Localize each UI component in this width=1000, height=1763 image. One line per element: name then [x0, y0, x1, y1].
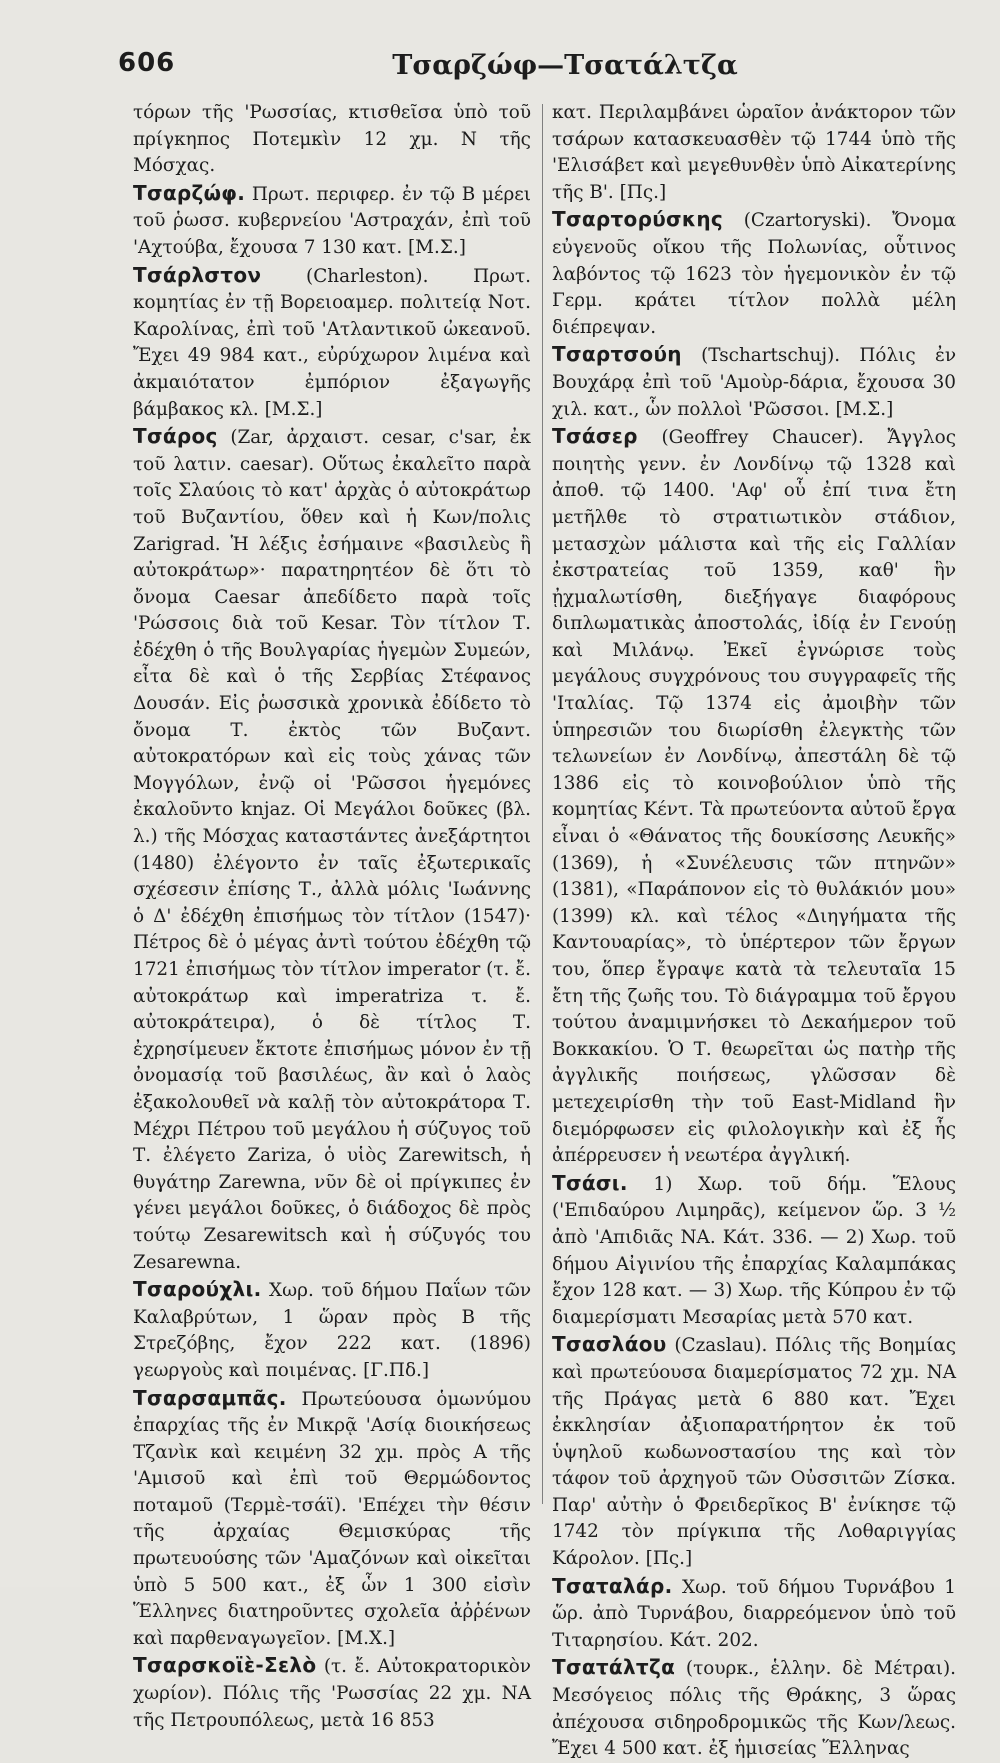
entry-text: Πρωτεύουσα ὁμωνύμου ἐπαρχίας τῆς ἐν Μικρᾷ 'Ασίᾳ διοικήσεως Τζανὶκ καὶ κειμένη 32 χμ. πρὸς Α τῆς 'Αμισοῦ καὶ ἐπὶ τοῦ Θερμώδοντος ποταμοῦ (Τερμὲ-τσάϊ). 'Επέχει τὴν θέσιν τῆς ἀρχαίας Θεμισκύρας τῆς πρωτευούσης τῶν 'Αμαζόνων καὶ οἰκεῖται ὑπὸ 5 500 κατ., ἐξ ὧν 1 300 εἰσὶν Ἕλληνες διατηροῦντες σχολεῖα ἀῤῥένων καὶ παρθεναγωγεῖον. [Μ.Χ.]	[133, 1388, 531, 1649]
entry-text: (Czartoryski). Ὄνομα εὐγενοῦς οἴκου τῆς Πολωνίας, οὗτινος λαβόντος τῷ 1623 τὸν ἡγεμονικὸν ἐν τῷ Γερμ. κράτει τίτλον πολλὰ μέλη διέπρεψαν.	[552, 210, 956, 338]
page-number: 606	[118, 48, 176, 78]
entry	[133, 1385, 531, 1653]
entry-text: Χωρ. τοῦ δήμου Τυρνάβου 1 ὥρ. ἀπὸ Τυρνάβου, διαρρεόμενον ὑπὸ τοῦ Τιταρησίου. Κάτ. 202.	[552, 1576, 956, 1651]
entry	[133, 180, 531, 262]
entry-headword: Τσαρσαμπᾶς.	[133, 1385, 287, 1410]
entry-text: Χωρ. τοῦ δήμου Παΐων τῶν Καλαβρύτων, 1 ὥραν πρὸς Β τῆς Στρεζόβης, ἔχον 222 κατ. (1896) γεωργοὺς καὶ ποιμένας. [Γ.Πδ.]	[133, 1280, 531, 1381]
entry-text: Πρωτ. περιφερ. ἐν τῷ Β μέρει τοῦ ῥωσσ. κυβερνείου 'Αστραχάν, ἐπὶ τοῦ 'Αχτούβα, ἔχουσα 7 130 κατ. [Μ.Σ.]	[133, 183, 531, 258]
entry-headword: Τσαρούχλι.	[133, 1277, 262, 1302]
entry-headword: Τσατάλτζα	[552, 1655, 676, 1680]
entry	[133, 262, 531, 424]
entry	[133, 1276, 531, 1384]
entry-headword: Τσαρσκοϊὲ-Σελὸ	[133, 1653, 317, 1678]
entry	[552, 98, 956, 206]
entry	[552, 1331, 956, 1572]
entry-headword: Τσαρτορύσκης	[552, 207, 724, 232]
entry-headword: Τσάσερ	[552, 424, 638, 449]
page-header	[0, 44, 1000, 84]
entry-text: (Geoffrey Chaucer). Ἄγγλος ποιητὴς γενν. ἐν Λονδίνῳ τῷ 1328 καὶ ἀποθ. τῷ 1400. 'Αφ' οὗ ἐπί τινα ἔτη μετῆλθε τὸ στρατιωτικὸν στάδιον, μετασχὼν μάλιστα καὶ τῆς εἰς Γαλλίαν ἐκστρατείας τοῦ 1359, καθ' ἣν ᾐχμαλωτίσθη, διεξήγαγε διαφόρους διπλωματικὰς ἀποστολάς, ἰδίᾳ ἐν Γενούῃ καὶ Μιλάνῳ. Ἐκεῖ ἐγνώρισε τοὺς μεγάλους συγχρόνους του συγγραφεῖς τῆς 'Ιταλίας. Τῷ 1374 εἰς ἀμοιβὴν τῶν ὑπηρεσιῶν του διωρίσθη ἐλεγκτὴς τῶν τελωνείων ἐν Λονδίνῳ, ἀπεστάλη δὲ τῷ 1386 εἰς τὸ κοινοβούλιον ὑπὸ τῆς κομητίας Κέντ. Τὰ πρωτεύοντα αὐτοῦ ἔργα εἶναι ὁ «Θάνατος τῆς δουκίσσης Λευκῆς» (1369), ἡ «Συνέλευσις τῶν πτηνῶν» (1381), «Παράπονον εἰς τὸ θυλάκιόν μου» (1399) κλ. καὶ τέλος «Διηγήματα τῆς Καντουαρίας», τὸ ὑπέρτερον τῶν ἔργων του, ὅπερ ἔγραψε κατὰ τὰ τελευταῖα 15 ἔτη τῆς ζωῆς του. Τὸ διάγραμμα τοῦ ἔργου τούτου ἀναμιμνήσκει τὸ Δεκαήμερον τοῦ Βοκκακίου. Ὁ Τ. θεωρεῖται ὡς πατὴρ τῆς ἀγγλικῆς ποιήσεως, γλῶσσαν δὲ μετεχειρίσθη τὴν τοῦ East-Midland ἣν διεμόρφωσεν εἰς φιλολογικὴν καὶ ἐξ ἧς ἀπέρρευσεν ἡ νεωτέρα ἀγγλική.	[552, 427, 956, 1167]
text-columns	[133, 98, 958, 1760]
entry-headword: Τσάρος	[133, 424, 218, 449]
entry	[133, 98, 531, 180]
entry	[552, 1170, 956, 1332]
entry-text: κατ. Περιλαμβάνει ὡραῖον ἀνάκτορον τῶν τσάρων κατασκευασθὲν τῷ 1744 ὑπὸ τῆς 'Ελισάβετ καὶ μεγεθυνθὲν ὑπὸ Αἰκατερίνης τῆς Β'. [Πς.]	[552, 102, 956, 203]
right-column	[552, 98, 956, 1763]
running-head: Τσαρζώφ—Τσατάλτζα	[392, 50, 738, 81]
entry-headword: Τσαρζώφ.	[133, 180, 246, 205]
entry-text: τόρων τῆς 'Ρωσσίας, κτισθεῖσα ὑπὸ τοῦ πρίγκηπος Ποτεμκὶν 12 χμ. Ν τῆς Μόσχας.	[133, 102, 531, 177]
entry-headword: Τσασλάου	[552, 1332, 667, 1357]
entry-headword: Τσάρλστον	[133, 262, 262, 287]
entry-text: 1) Χωρ. τοῦ δήμ. Ἕλους ('Επιδαύρου Λιμηρᾶς), κείμενον ὥρ. 3 ½ ἀπὸ 'Απιδιᾶς ΝΑ. Κάτ. 336. — 2) Χωρ. τοῦ δήμου Αἰγινίου τῆς ἐπαρχίας Καλαμπάκας ἔχον 128 κατ. — 3) Χωρ. τῆς Κύπρου ἐν τῷ διαμερίσματι Μεσαρίας μετὰ 570 κατ.	[552, 1173, 956, 1328]
entry-text: (Zar, ἀρχαιστ. cesar, c'sar, ἐκ τοῦ λατιν. caesar). Οὕτως ἐκαλεῖτο παρὰ τοῖς Σλαύοις τὸ κατ' ἀρχὰς ὁ αὐτοκράτωρ τοῦ Βυζαντίου, ὅθεν καὶ ἡ Κων/πολις Zarigrad. Ἡ λέξις ἐσήμαινε «βασιλεὺς ἢ αὐτοκράτωρ»· παρατηρητέον δὲ ὅτι τὸ ὄνομα Caesar ἀπεδίδετο παρὰ τοῖς 'Ρώσσοις διὰ τοῦ Kesar. Τὸν τίτλον Τ. ἐδέχθη ὁ τῆς Βουλγαρίας ἡγεμὼν Συμεών, εἶτα δὲ καὶ ὁ τῆς Σερβίας Στέφανος Δουσάν. Εἰς ῥωσσικὰ χρονικὰ ἐδίδετο τὸ ὄνομα Τ. ἐκτὸς τῶν Βυζαντ. αὐτοκρατόρων καὶ εἰς τοὺς χάνας τῶν Μογγόλων, ἐνῷ οἱ 'Ρῶσσοι ἡγεμόνες ἐκαλοῦντο knjaz. Οἱ Μεγάλοι δοῦκες (βλ. λ.) τῆς Μόσχας καταστάντες ἀνεξάρτητοι (1480) ἐλέγοντο ἐν ταῖς ἐξωτερικαῖς σχέσεσιν ἐπίσης Τ., ἀλλὰ μόλις 'Ιωάννης ὁ Δ' ἐδέχθη ἐπισήμως τὸν τίτλον (1547)· Πέτρος δὲ ὁ μέγας ἀντὶ τούτου ἐδέχθη τῷ 1721 ἐπισήμως τὸν τίτλον imperator (τ. ἔ. αὐτοκράτωρ καὶ imperatriza τ. ἔ. αὐτοκράτειρα), ὁ δὲ τίτλος Τ. ἐχρησίμευεν ἔκτοτε ἐπισήμως μόνον ἐν τῇ ὀνομασίᾳ τοῦ βασιλέως, ἂν καὶ ὁ λαὸς ἐξακολουθεῖ νὰ καλῇ τὸν αὐτοκράτορα Τ. Μέχρι Πέτρου τοῦ μεγάλου ἡ σύζυγος τοῦ Τ. ἐλέγετο Zariza, ὁ υἱὸς Zarewitsch, ἡ θυγάτηρ Zarewna, νῦν δὲ οἱ πρίγκιπες ἐν γένει μεγάλοι δοῦκες, ὁ διάδοχος δὲ πρὸς τούτῳ Zesarewitsch καὶ ἡ σύζυγός του Zesarewna.	[133, 427, 531, 1273]
entry-text: (τουρκ., ἑλλην. δὲ Μέτραι). Μεσόγειος πόλις τῆς Θράκης, 3 ὥρας ἀπέχουσα σιδηροδρομικῶς τῆς Κων/λεως. Ἔχει 4 500 κατ. ἐξ ἡμισείας Ἕλληνας	[552, 1658, 956, 1760]
entry-headword: Τσάσι.	[552, 1170, 628, 1195]
entry	[133, 423, 531, 1276]
entry	[133, 1652, 531, 1734]
entry-text: (Tschartschuj). Πόλις ἐν Βουχάρᾳ ἐπὶ τοῦ 'Αμοὺρ-δάρια, ἔχουσα 30 χιλ. κατ., ὧν πολλοὶ 'Ρῶσσοι. [Μ.Σ.]	[552, 345, 956, 420]
entry-text: (τ. ἔ. Αὐτοκρατορικὸν χωρίον). Πόλις τῆς 'Ρωσσίας 22 χμ. ΝΑ τῆς Πετρουπόλεως, μετὰ 16 853	[133, 1656, 531, 1731]
entry	[552, 1654, 956, 1762]
entry	[552, 423, 956, 1170]
entry	[552, 1573, 956, 1655]
entry-text: (Czaslau). Πόλις τῆς Βοημίας καὶ πρωτεύουσα διαμερίσματος 72 χμ. ΝΑ τῆς Πράγας μετὰ 6 880 κατ. Ἔχει ἐκκλησίαν ἀξιοπαρατήρητον ἐκ τοῦ ὑψηλοῦ κωδωνοστασίου της καὶ τὸν τάφον τοῦ ἀρχηγοῦ τῶν Οὐσσιτῶν Ζίσκα. Παρ' αὐτὴν ὁ Φρειδερῖκος Β' ἐνίκησε τῷ 1742 τὸν πρίγκιπα τῆς Λοθαριγγίας Κάρολον. [Πς.]	[552, 1335, 956, 1570]
entry-text: (Charleston). Πρωτ. κομητίας ἐν τῇ Βορειοαμερ. πολιτείᾳ Νοτ. Καρολίνας, ἐπὶ τοῦ 'Ατλαντικοῦ ὠκεανοῦ. Ἔχει 49 984 κατ., εὐρύχωρον λιμένα καὶ ἀκμαιότατον ἐμπόριον ἐξαγωγῆς βάμβακος κλ. [Μ.Σ.]	[133, 265, 531, 420]
entry-headword: Τσαταλάρ.	[552, 1573, 673, 1598]
entry-headword: Τσαρτσούη	[552, 342, 682, 367]
left-column	[133, 98, 531, 1734]
column-divider	[542, 104, 543, 1504]
entry	[552, 206, 956, 341]
entry	[552, 341, 956, 423]
